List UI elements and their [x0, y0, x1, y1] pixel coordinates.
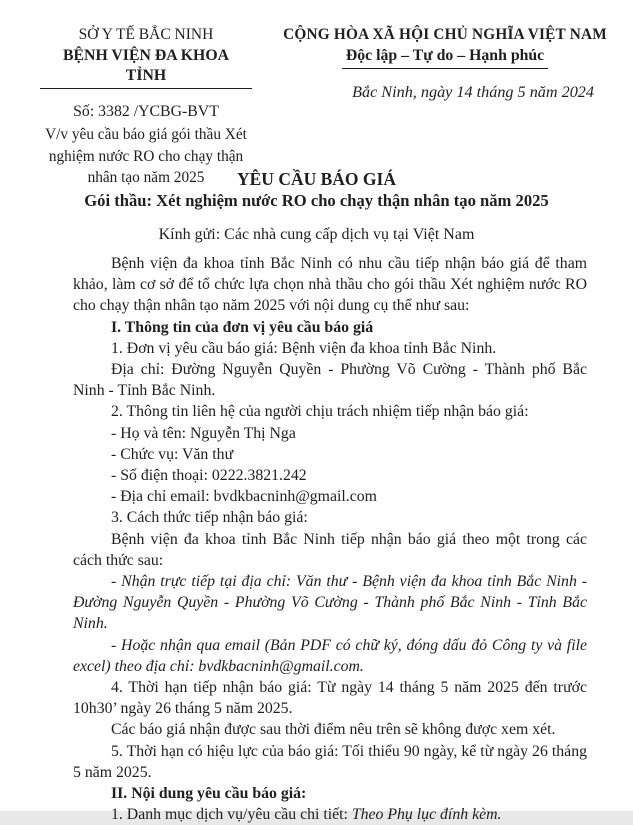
title-block — [0, 168, 633, 244]
salutation-line: Kính gửi: Các nhà cung cấp dịch vụ tại Việt Nam — [158, 226, 475, 243]
intro-paragraph: Bệnh viện đa khoa tỉnh Bắc Ninh có nhu cầu tiếp nhận báo giá để tham khảo, làm cơ sở để tổ chức lựa chọn nhà thầu cho gói thầu Xét nghiệm nước RO cho chạy thận nhân tạo năm 2025 với nội dung cụ thể như sau: — [73, 255, 587, 315]
document-subtitle: Gói thầu: Xét nghiệm nước RO cho chạy thận nhân tạo năm 2025 — [84, 191, 549, 210]
receiving-method-intro: Bệnh viện đa khoa tỉnh Bắc Ninh tiếp nhận báo giá theo một trong các cách thức sau: — [73, 530, 587, 569]
deadline-line: 4. Thời hạn tiếp nhận báo giá: Từ ngày 14 tháng 5 năm 2025 đến trước 10h30’ ngày 26 tháng 5 năm 2025. — [73, 679, 587, 718]
method-direct-line: - Nhận trực tiếp tại địa chỉ: Văn thư - Bệnh viện đa khoa tỉnh Bắc Ninh - Đường Nguyễn Quyền - Phường Võ Cường - Thành phố Bắc Ninh - Tỉnh Bắc Ninh. — [73, 573, 587, 633]
national-motto — [268, 46, 622, 69]
document-subject: V/v yêu cầu báo giá gói thầu Xét nghiệm nước RO cho chạy thận nhân tạo năm 2025 — [45, 126, 247, 186]
contact-email-line: - Địa chỉ email: bvdkbacninh@gmail.com — [111, 488, 377, 506]
validity-line: 5. Thời hạn có hiệu lực của báo giá: Tối thiểu 90 ngày, kể từ ngày 26 tháng 5 năm 2025. — [73, 742, 587, 781]
document-body — [73, 253, 587, 825]
document-title: YÊU CẦU BÁO GIÁ — [237, 169, 396, 189]
service-list-line — [73, 804, 587, 825]
org-name — [40, 46, 252, 89]
contact-name-line: - Họ và tên: Nguyễn Thị Nga — [111, 424, 296, 442]
service-list-label: 1. Danh mục dịch vụ/yêu cầu chi tiết: — [111, 806, 352, 824]
place-date-line: Bắc Ninh, ngày 14 tháng 5 năm 2024 — [352, 83, 594, 101]
parent-agency-name: SỞ Y TẾ BẮC NINH — [78, 26, 214, 43]
address-line: Địa chỉ: Đường Nguyễn Quyền - Phường Võ Cường - Thành phố Bắc Ninh - Tỉnh Bắc Ninh. — [73, 361, 587, 400]
national-title: CỘNG HÒA XÃ HỘI CHỦ NGHĨA VIỆT NAM — [283, 26, 607, 43]
document-number: Số: 3382 /YCBG-BVT — [73, 103, 219, 120]
section-1-heading: I. Thông tin của đơn vị yêu cầu báo giá — [111, 318, 374, 336]
section-2-heading: II. Nội dung yêu cầu báo giá: — [111, 785, 307, 803]
national-motto-underlined: Độc lập – Tự do – Hạnh phúc — [342, 46, 548, 69]
service-list-value: Theo Phụ lục đính kèm. — [351, 806, 502, 824]
deadline-note-line: Các báo giá nhận được sau thời điểm nêu trên sẽ không được xem xét. — [111, 721, 556, 739]
receiving-method-heading: 3. Cách thức tiếp nhận báo giá: — [111, 509, 308, 527]
contact-section-heading: 2. Thông tin liên hệ của người chịu trách nhiệm tiếp nhận báo giá: — [111, 403, 529, 421]
requesting-unit-line: 1. Đơn vị yêu cầu báo giá: Bệnh viện đa khoa tỉnh Bắc Ninh. — [111, 339, 497, 357]
issuing-org-block — [40, 25, 252, 189]
org-name-underlined: BỆNH VIỆN ĐA KHOA TỈNH — [40, 46, 252, 89]
contact-title-line: - Chức vụ: Văn thư — [111, 445, 234, 463]
method-email-line: - Hoặc nhận qua email (Bản PDF có chữ ký, đóng dấu đỏ Công ty và file excel) theo địa chỉ: bvdkbacninh@gmail.com. — [73, 636, 587, 675]
national-header-block — [268, 25, 622, 102]
contact-phone-line: - Số điện thoại: 0222.3821.242 — [111, 467, 307, 485]
